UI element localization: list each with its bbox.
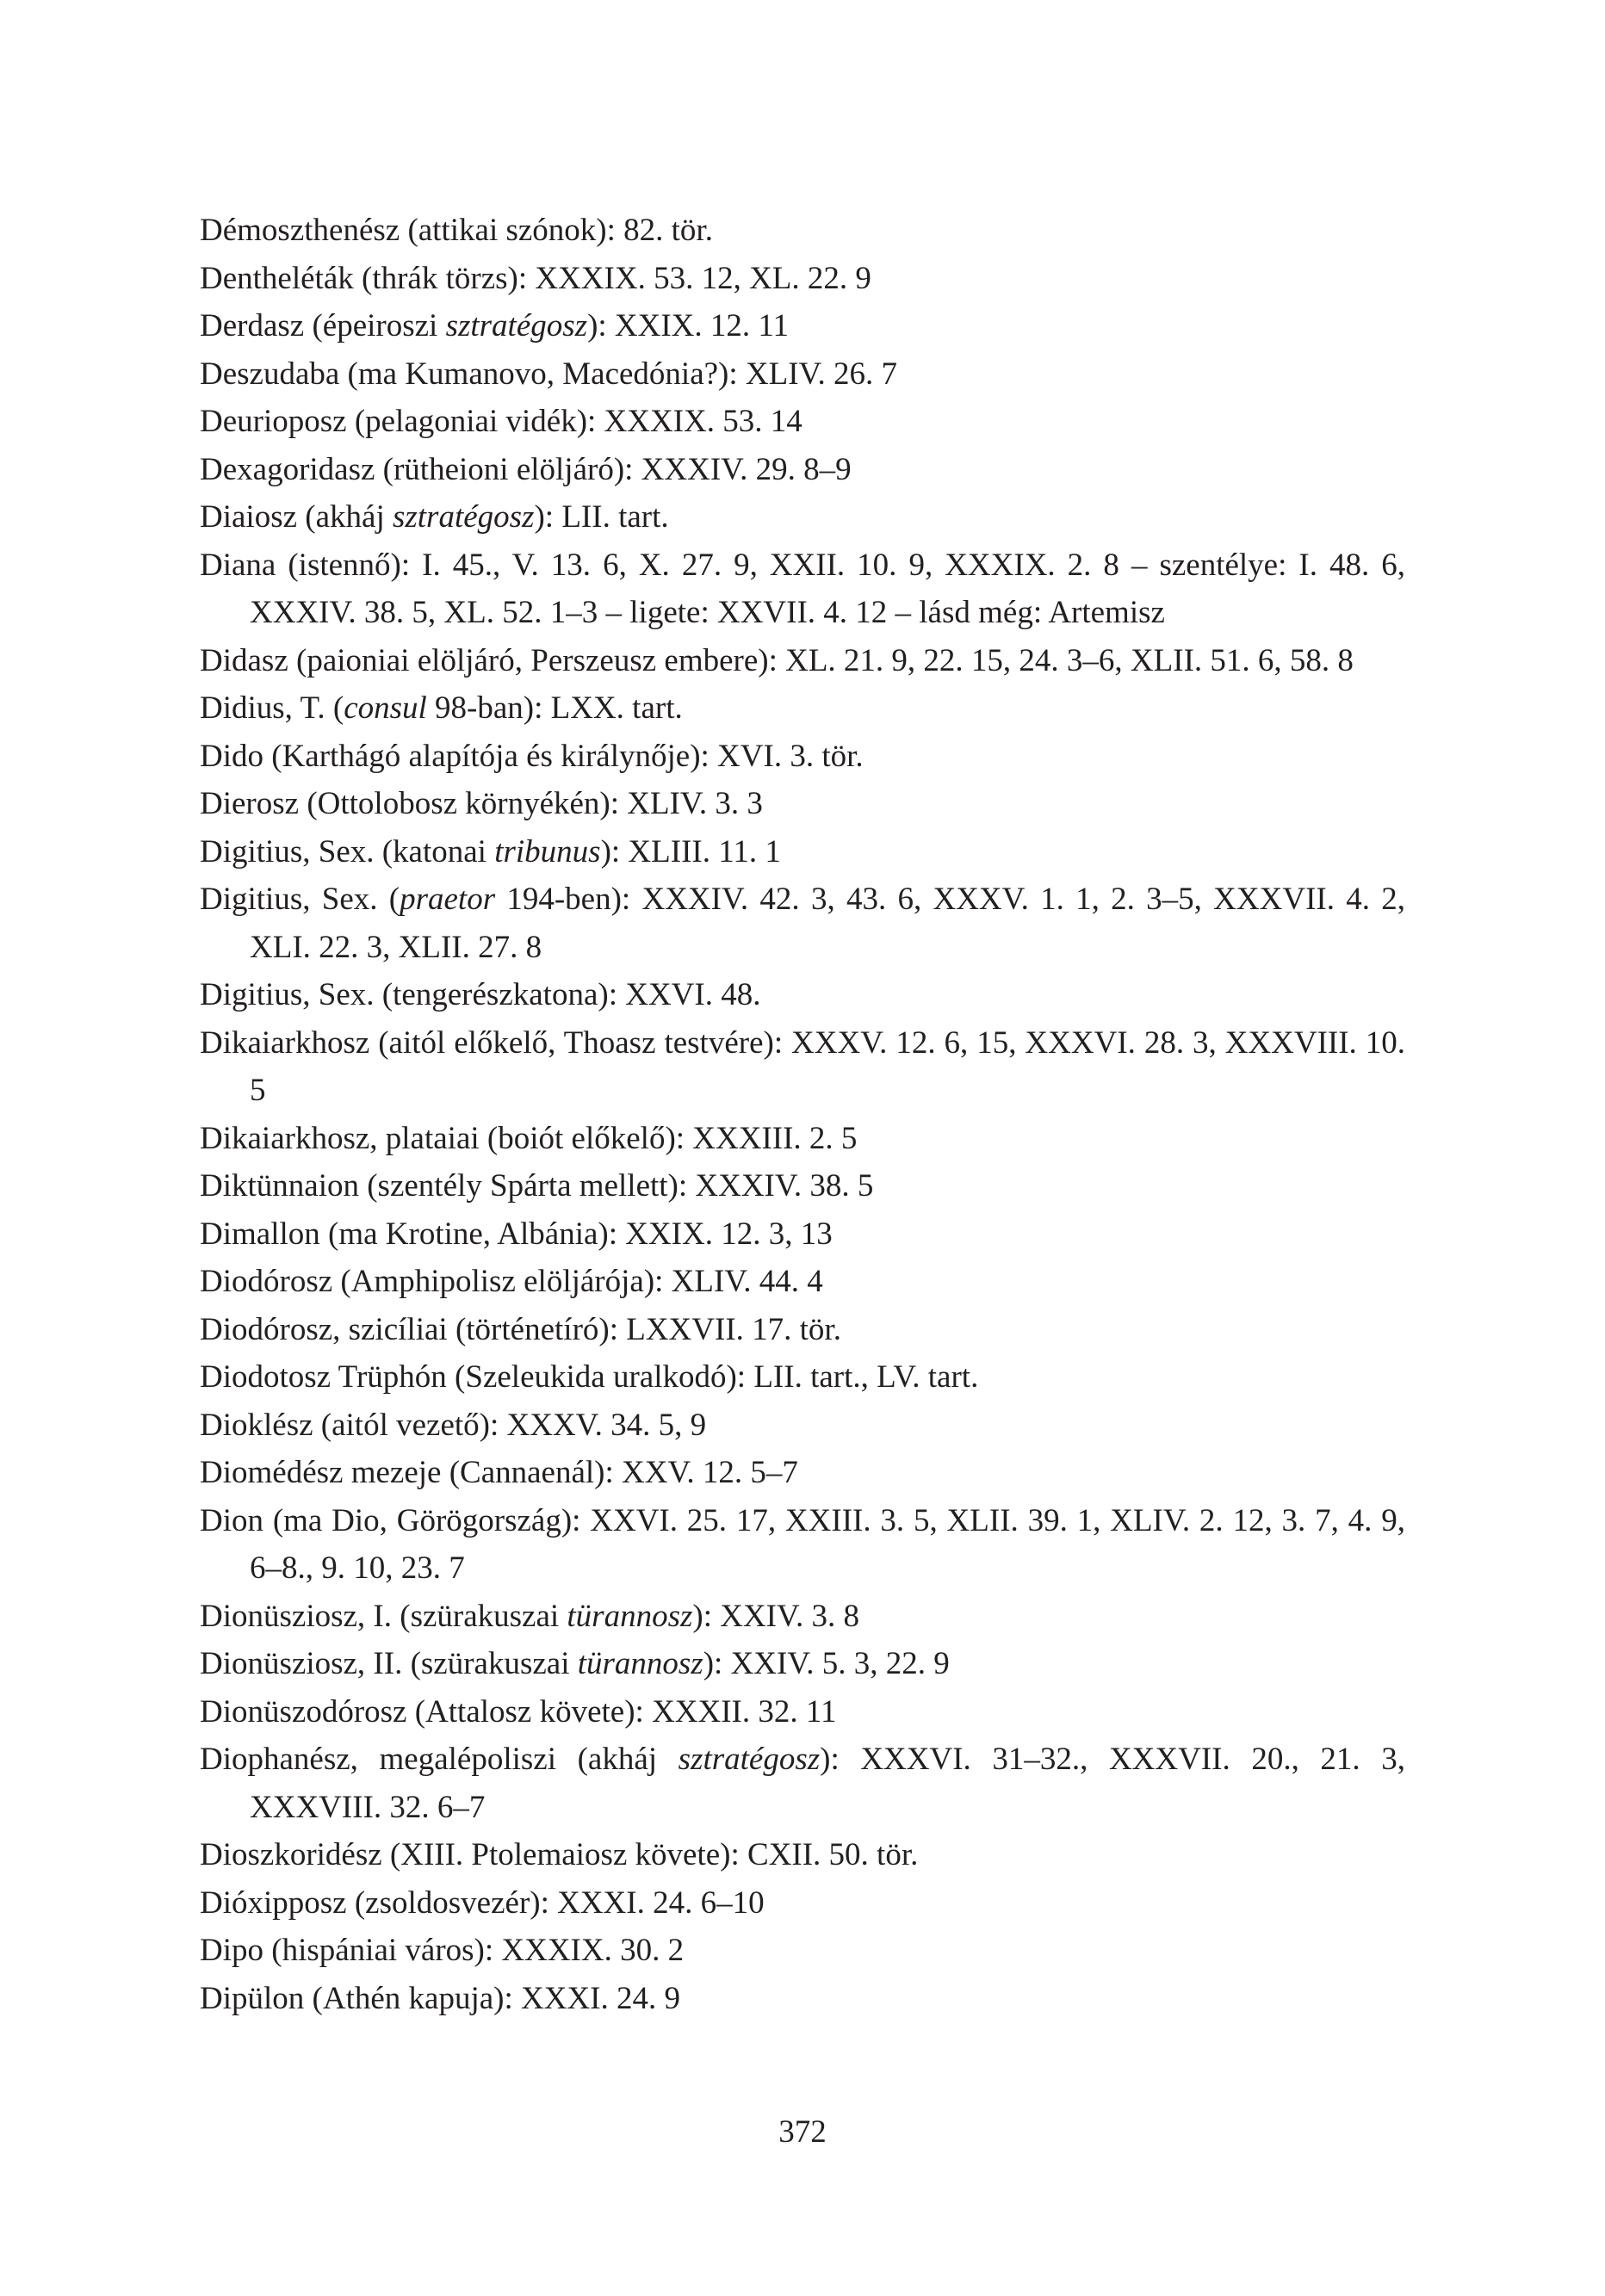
index-entry-text: ): LII. tart. bbox=[534, 499, 669, 535]
index-entry bbox=[200, 971, 1405, 1019]
index-entry bbox=[200, 1353, 1405, 1402]
index-entry-italic-term: sztratégosz bbox=[678, 1742, 821, 1777]
index-entry-italic-term: praetor bbox=[400, 882, 496, 917]
index-entry-text: Diaiosz (akháj bbox=[200, 499, 393, 535]
index-entry-text: Digitius, Sex. (katonai bbox=[200, 833, 495, 870]
index-entry-text: Diophanész, megalépoliszi (akháj bbox=[200, 1742, 679, 1777]
index-entry bbox=[200, 1449, 1405, 1497]
index-entry-text: Dionüszodórosz (Attalosz követe): XXXII. 32. 11 bbox=[200, 1693, 837, 1730]
index-entry-italic-term: türannosz bbox=[567, 1598, 693, 1634]
index-entry bbox=[200, 1688, 1405, 1736]
index-entry-text: Dioszkoridész (XIII. Ptolemaiosz követe): CXII. 50. tör. bbox=[200, 1837, 919, 1872]
index-entry-text: 194-ben): XXXIV. 42. 3, 43. 6, XXXV. 1. 1, 2. 3–5, XXXVII. 4. 2, XLI. 22. 3, XLII. 27. 8 bbox=[250, 882, 1405, 965]
index-entry bbox=[200, 1162, 1405, 1210]
index-entry-text: Diodórosz, szicíliai (történetíró): LXXVII. 17. tör. bbox=[200, 1311, 841, 1347]
index-entry-text: 98-ban): LXX. tart. bbox=[426, 690, 683, 726]
index-entry bbox=[200, 1306, 1405, 1354]
index-entry-text: Dioklész (aitól vezető): XXXV. 34. 5, 9 bbox=[200, 1407, 707, 1443]
index-entry-text: Digitius, Sex. ( bbox=[200, 882, 400, 917]
index-entry-text: Didius, T. ( bbox=[200, 690, 344, 726]
index-entry bbox=[200, 1831, 1405, 1879]
page-number: 372 bbox=[778, 2114, 827, 2150]
index-entry-text: Diana (istennő): I. 45., V. 13. 6, X. 27. 9, XXII. 10. 9, XXXIX. 2. 8 – szentélye: I. 48. 6, XXXIV. 38. 5, XL. 52. 1–3 – ligete: XXVII. 4. 12 – lásd még: Artemisz bbox=[200, 547, 1405, 630]
index-entry-text: ): XLIII. 11. 1 bbox=[600, 833, 781, 870]
index-entry-italic-term: consul bbox=[344, 690, 427, 726]
index-entry-text: Démoszthenész (attikai szónok): 82. tör. bbox=[200, 213, 713, 248]
index-entry-text: Dióxipposz (zsoldosvezér): XXXI. 24. 6–10 bbox=[200, 1884, 765, 1921]
index-entry-text: Deszudaba (ma Kumanovo, Macedónia?): XLIV. 26. 7 bbox=[200, 356, 897, 392]
index-entry bbox=[200, 1497, 1405, 1593]
index-entry-text: Dipo (hispániai város): XXXIX. 30. 2 bbox=[200, 1933, 685, 1968]
index-entry-italic-term: sztratégosz bbox=[445, 308, 588, 343]
index-entry-italic-term: tribunus bbox=[494, 833, 601, 870]
index-entry-text: Dido (Karthágó alapítója és királynője): XVI. 3. tör. bbox=[200, 738, 864, 774]
index-entry bbox=[200, 1115, 1405, 1163]
index-entry-text: Dikaiarkhosz (aitól előkelő, Thoasz testvére): XXXV. 12. 6, 15, XXXVI. 28. 3, XXXVIII. 10. 5 bbox=[200, 1024, 1405, 1108]
index-entry bbox=[200, 828, 1405, 876]
index-entry-text: Derdasz (épeiroszi bbox=[200, 308, 446, 343]
index-entry bbox=[200, 302, 1405, 350]
index-entry-text: Dimallon (ma Krotine, Albánia): XXIX. 12. 3, 13 bbox=[200, 1216, 833, 1252]
index-entry-text: ): XXIX. 12. 11 bbox=[587, 308, 790, 343]
index-entry bbox=[200, 1402, 1405, 1450]
index-entry bbox=[200, 1975, 1405, 2023]
index-entry-text: Dipülon (Athén kapuja): XXXI. 24. 9 bbox=[200, 1980, 680, 2016]
index-entry bbox=[200, 350, 1405, 399]
index-entry bbox=[200, 780, 1405, 828]
index-entry-text: Deurioposz (pelagoniai vidék): XXXIX. 53. 14 bbox=[200, 404, 802, 439]
index-entry-text: Dierosz (Ottolobosz környékén): XLIV. 3. 3 bbox=[200, 786, 763, 821]
index-entry bbox=[200, 207, 1405, 255]
index-entry-text: Dionüsziosz, I. (szürakuszai bbox=[200, 1598, 567, 1634]
index-entry bbox=[200, 255, 1405, 303]
index-entry-text: Diodotosz Trüphón (Szeleukida uralkodó): LII. tart., LV. tart. bbox=[200, 1359, 979, 1395]
index-entry-text: Diktünnaion (szentély Spárta mellett): XXXIV. 38. 5 bbox=[200, 1168, 874, 1204]
index-entry bbox=[200, 446, 1405, 494]
index-entry-text: Didasz (paioniai elöljáró, Perszeusz embere): XL. 21. 9, 22. 15, 24. 3–6, XLII. 51. 6, 58. 8 bbox=[200, 642, 1354, 678]
index-entry-text: Diodórosz (Amphipolisz elöljárója): XLIV. 44. 4 bbox=[200, 1264, 823, 1299]
index-entry bbox=[200, 493, 1405, 542]
index-entry-text: Dikaiarkhosz, plataiai (boiót előkelő): XXXIII. 2. 5 bbox=[200, 1120, 858, 1156]
index-entry bbox=[200, 637, 1405, 685]
index-entry bbox=[200, 1258, 1405, 1306]
index-entry-text: Dexagoridasz (rütheioni elöljáró): XXXIV. 29. 8–9 bbox=[200, 451, 852, 487]
index-entry-italic-term: sztratégosz bbox=[392, 499, 535, 535]
index-entry-text: Dentheléták (thrák törzs): XXXIX. 53. 12, XL. 22. 9 bbox=[200, 260, 871, 296]
index-entry bbox=[200, 398, 1405, 446]
index-entry bbox=[200, 1927, 1405, 1975]
name-index-list bbox=[200, 207, 1405, 2022]
index-entry bbox=[200, 876, 1405, 971]
index-entry bbox=[200, 733, 1405, 781]
index-entry-text: Dionüsziosz, II. (szürakuszai bbox=[200, 1646, 578, 1681]
index-entry bbox=[200, 1019, 1405, 1115]
index-entry-text: ): XXIV. 5. 3, 22. 9 bbox=[703, 1646, 950, 1681]
index-entry bbox=[200, 1879, 1405, 1928]
index-entry-text: ): XXXVI. 31–32., XXXVII. 20., 21. 3, XXXVIII. 32. 6–7 bbox=[250, 1742, 1406, 1825]
index-entry bbox=[200, 1593, 1405, 1641]
index-entry bbox=[200, 542, 1405, 637]
index-entry bbox=[200, 1210, 1405, 1259]
index-entry-text: Digitius, Sex. (tengerészkatona): XXVI. 48. bbox=[200, 977, 761, 1012]
index-entry bbox=[200, 684, 1405, 733]
index-entry bbox=[200, 1640, 1405, 1688]
index-entry-text: ): XXIV. 3. 8 bbox=[692, 1598, 859, 1634]
index-entry-text: Dion (ma Dio, Görögország): XXVI. 25. 17, XXIII. 3. 5, XLII. 39. 1, XLIV. 2. 12, 3. 7, 4. 9, 6–8., 9. 10, 23. 7 bbox=[200, 1502, 1405, 1586]
index-entry-text: Diomédész mezeje (Cannaenál): XXV. 12. 5–7 bbox=[200, 1455, 798, 1490]
index-entry bbox=[200, 1736, 1405, 1831]
index-entry-italic-term: türannosz bbox=[577, 1646, 703, 1681]
